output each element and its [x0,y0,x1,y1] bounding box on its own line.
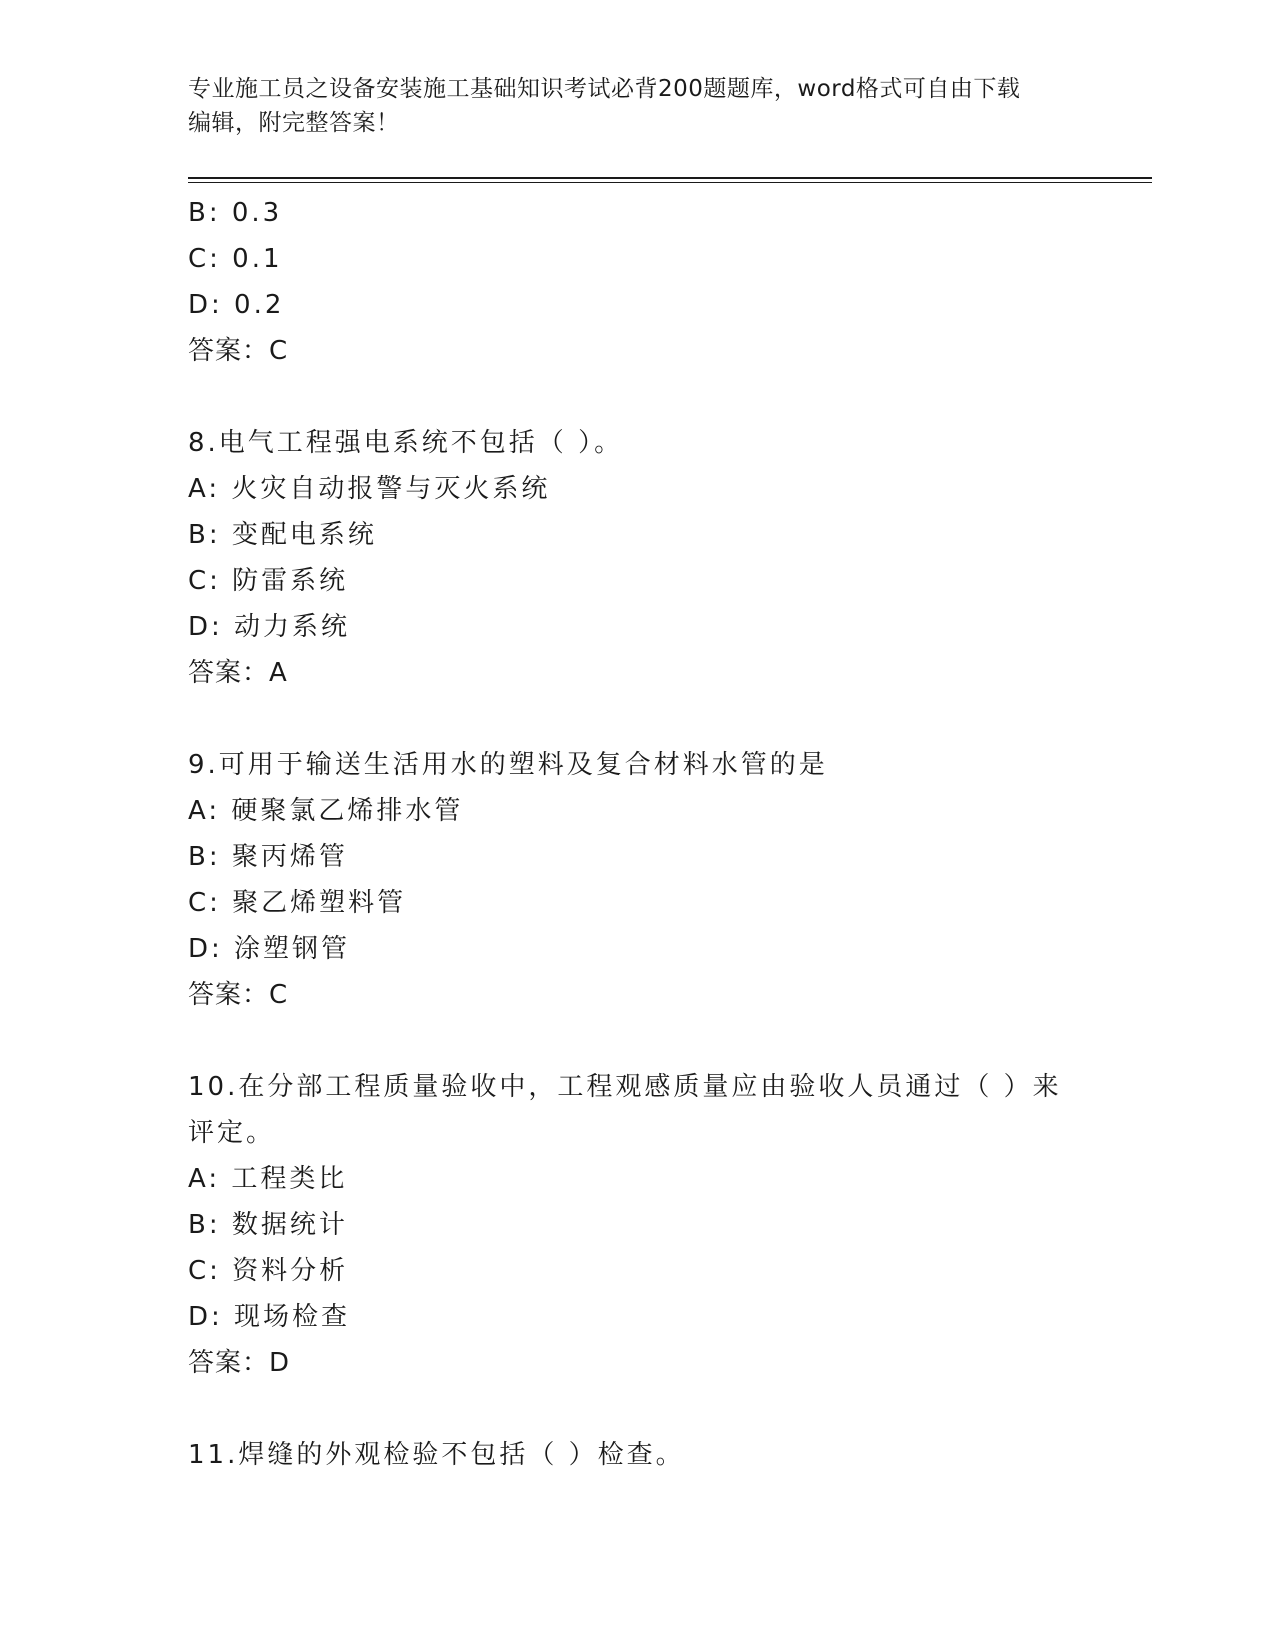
option-a: A: 硬聚氯乙烯排水管 [188,796,464,826]
spacer [188,1018,1088,1064]
option-b: B: 数据统计 [188,1210,348,1240]
question-block-10 [188,1064,1088,1386]
question-block-9 [188,742,1088,1018]
question-title-line-2: 评定。 [188,1118,276,1148]
option-c: C: 资料分析 [188,1256,349,1286]
header-line-1: 专业施工员之设备安装施工基础知识考试必背200题题库，word格式可自由下载 [188,76,1021,102]
option-b: B: 变配电系统 [188,520,377,550]
header-rule-thick [188,177,1152,179]
question-title: 8.电气工程强电系统不包括（ ）。 [188,428,624,458]
header-rule-thin [188,182,1152,183]
spacer [188,696,1088,742]
answer-line: 答案：C [188,336,289,366]
option-a: A: 火灾自动报警与灭火系统 [188,474,551,504]
option-b: B: 0.3 [188,198,283,228]
document-header [188,72,1088,140]
question-list [188,190,1088,1478]
option-c: C: 0.1 [188,244,283,274]
option-a: A: 工程类比 [188,1164,348,1194]
option-d: D: 动力系统 [188,612,351,642]
spacer [188,374,1088,420]
question-block-7 [188,190,1088,374]
spacer [188,1386,1088,1432]
option-d: D: 涂塑钢管 [188,934,351,964]
option-c: C: 聚乙烯塑料管 [188,888,407,918]
question-block-8 [188,420,1088,696]
question-title-line-1: 10.在分部工程质量验收中，工程观感质量应由验收人员通过（ ）来 [188,1072,1062,1102]
option-d: D: 现场检查 [188,1302,351,1332]
question-title: 9.可用于输送生活用水的塑料及复合材料水管的是 [188,750,828,780]
header-line-2: 编辑，附完整答案！ [188,110,400,136]
option-d: D: 0.2 [188,290,285,320]
option-c: C: 防雷系统 [188,566,349,596]
answer-line: 答案：D [188,1348,291,1378]
question-block-11 [188,1432,1088,1478]
question-title: 11.焊缝的外观检验不包括（ ）检查。 [188,1440,685,1470]
option-b: B: 聚丙烯管 [188,842,348,872]
answer-line: 答案：C [188,980,289,1010]
answer-line: 答案：A [188,658,288,688]
